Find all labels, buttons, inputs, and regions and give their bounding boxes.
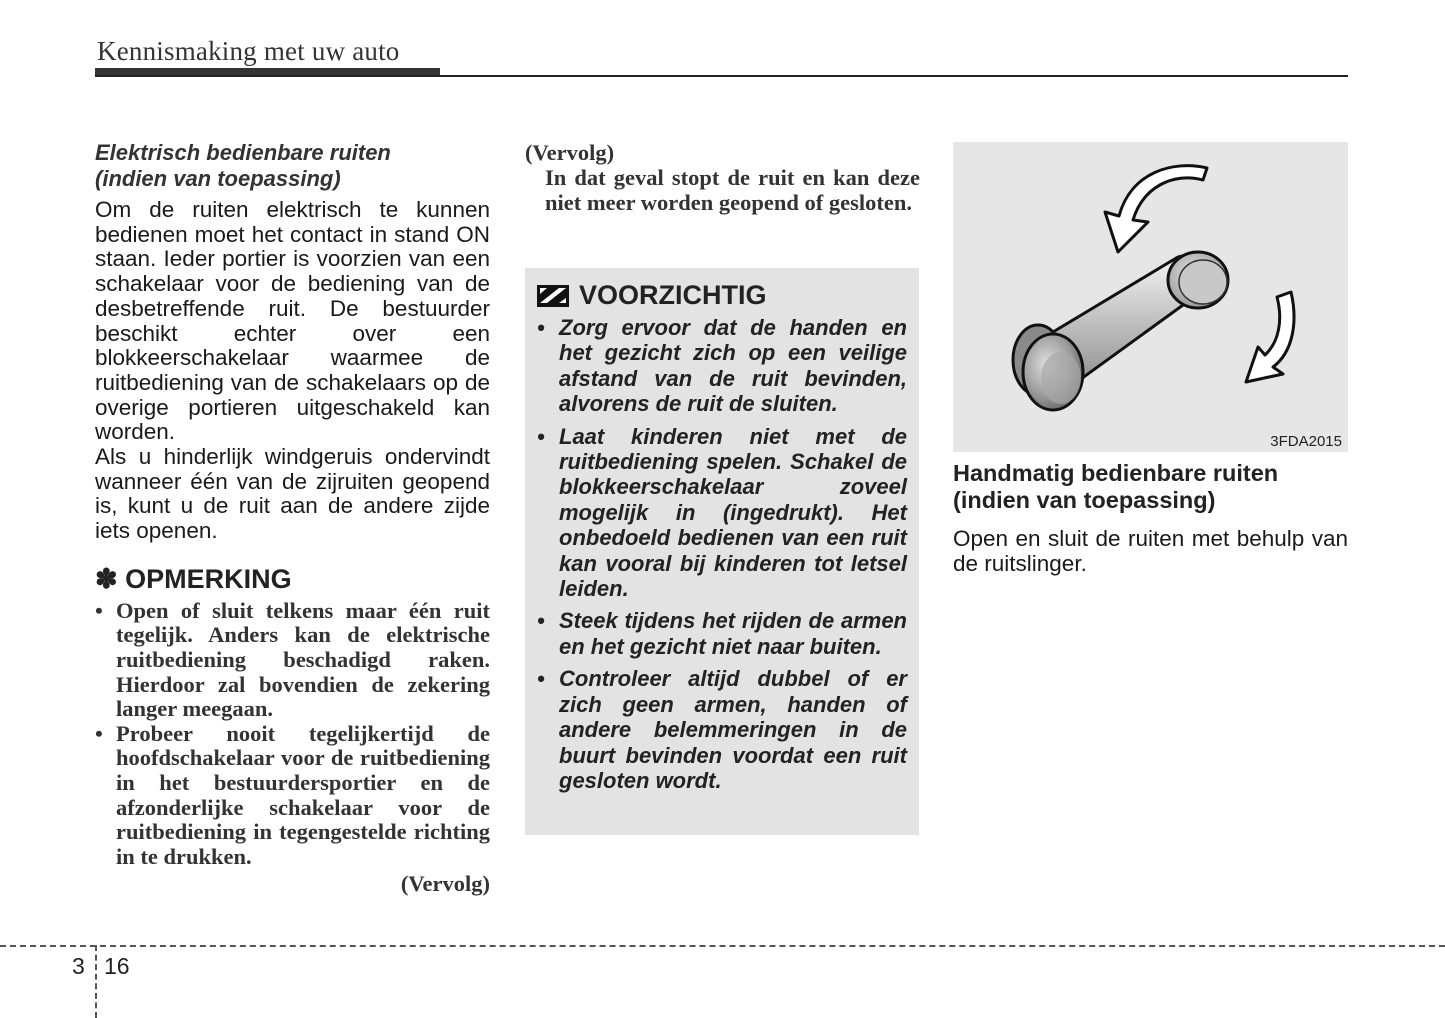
- caution-list: [537, 315, 907, 793]
- caution-icon: [537, 285, 569, 307]
- caution-box: [525, 268, 919, 835]
- note-heading: ✽ OPMERKING: [95, 563, 292, 594]
- continuation-label: (Vervolg): [525, 140, 615, 165]
- column-middle: [525, 140, 920, 215]
- caution-item: • Laat kinderen niet met de ruitbediening spelen. Schakel de blokkeerschakelaar zoveel mogelijk in (ingedrukt). Het onbedoeld bedienen van een ruit kan vooral bij kinderen tot letsel leiden.: [537, 424, 907, 602]
- electric-paragraph-2: Als u hinderlijk windgeruis ondervindt wanneer één van de zijruiten geopend is, kunt u de ruit aan de andere zijde iets openen.: [95, 444, 490, 544]
- page-number: 16: [104, 953, 130, 979]
- manual-windows-text: Open en sluit de ruiten met behulp van de ruitslinger.: [953, 526, 1348, 576]
- note-item: • Open of sluit telkens maar één ruit tegelijk. Anders kan de elektrische ruitbediening beschadigd raken. Hierdoor zal bovendien de zekering langer meegaan.: [95, 599, 490, 722]
- column-left: [95, 140, 490, 897]
- continuation-text: In dat geval stopt de ruit en kan deze niet meer worden geopend of gesloten.: [545, 165, 920, 216]
- note-list: [95, 599, 490, 870]
- window-crank-figure: [953, 142, 1348, 452]
- footer-divider: [0, 945, 1445, 947]
- note-item: • Probeer nooit tegelijkertijd de hoofdschakelaar voor de ruitbediening in het bestuurdersportier en de afzonderlijke schakelaar voor de ruitbediening in tegengestelde richting in te drukken.: [95, 722, 490, 870]
- electric-paragraph-1: Om de ruiten elektrisch te kunnen bedienen moet het contact in stand ON staan. Ieder portier is voorzien van een schakelaar voor de bediening van de desbetreffende ruit. De bestuurder beschikt echter over een blokkeerschakelaar waarmee de ruitbediening van de schakelaars op de overige portieren uitgeschakeld kan worden.: [95, 197, 490, 445]
- caution-heading: VOORZICHTIG: [537, 280, 907, 311]
- caution-item: • Zorg ervoor dat de handen en het gezicht zich op een veilige afstand van de ruit bevinden, alvorens de ruit de sluiten.: [537, 315, 907, 417]
- figure-code: 3FDA2015: [1270, 433, 1342, 450]
- window-crank-illustration: [953, 142, 1348, 452]
- electric-windows-heading: Elektrisch bedienbare ruiten (indien van toepassing): [95, 140, 391, 191]
- header-rule: [95, 75, 1348, 77]
- footer-vertical-divider: [95, 945, 97, 1018]
- page-header-title: Kennismaking met uw auto: [97, 36, 400, 66]
- caution-item: • Controleer altijd dubbel of er zich geen armen, handen of andere belemmeringen in de buurt bevinden voordat een ruit gesloten wordt.: [537, 666, 907, 793]
- continued-label: (Vervolg): [400, 871, 490, 897]
- caution-item: • Steek tijdens het rijden de armen en het gezicht niet naar buiten.: [537, 608, 907, 659]
- chapter-number: 3: [72, 953, 85, 979]
- manual-windows-heading: Handmatig bedienbare ruiten (indien van toepassing): [953, 460, 1279, 513]
